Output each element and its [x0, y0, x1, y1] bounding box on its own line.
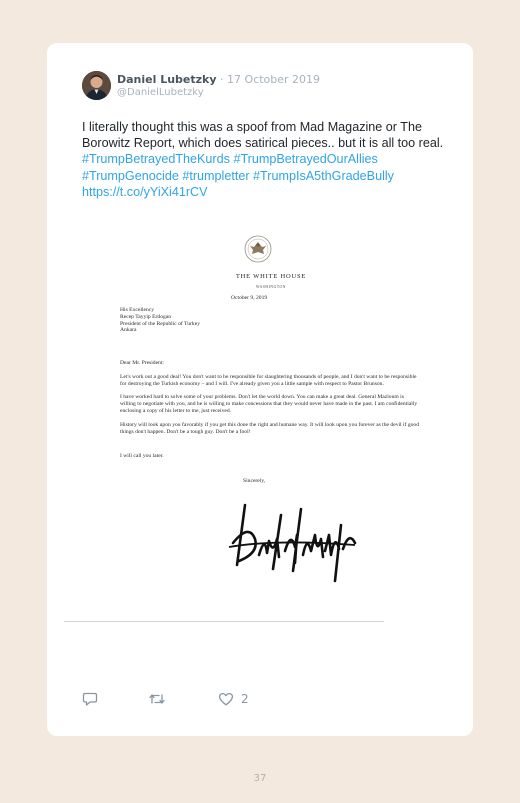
letter-salutation: Dear Mr. President: — [120, 360, 164, 366]
letter-date: October 9, 2019 — [231, 295, 268, 301]
address-line: His Excellency — [120, 307, 155, 313]
presidential-seal-icon — [244, 235, 272, 263]
like-count: 2 — [241, 692, 249, 706]
separator-dot: · — [220, 73, 224, 86]
tweet-body: I literally thought this was a spoof from Mad Magazine or The Borowitz Report, which does satirical pieces.. but it is all too real. — [82, 120, 444, 151]
tweet-text — [82, 119, 454, 200]
letter-paragraph: History will look upon you favorably if you get this done the right and humane way. It will look upon you forever as the devil if good things don't happen. Don't be a tough guy. Don't be a fool! — [120, 422, 420, 435]
letterhead-title: THE WHITE HOUSE — [235, 273, 307, 280]
letter-closing: Sincerely, — [243, 478, 266, 484]
like-button[interactable] — [218, 691, 234, 707]
heart-icon — [218, 691, 234, 707]
hashtag-link[interactable]: #TrumpBetrayedTheKurds — [82, 152, 230, 167]
author-name[interactable]: Daniel Lubetzky — [117, 73, 217, 86]
retweet-button[interactable] — [148, 691, 166, 707]
address-line: Recep Tayyip Erdogan — [120, 313, 172, 320]
tweet-url-link[interactable]: https://t.co/yYiXi41rCV — [82, 184, 208, 199]
tweet-date[interactable]: 17 October 2019 — [227, 73, 321, 86]
divider — [64, 621, 384, 622]
address-line: Ankara — [120, 327, 137, 334]
address-line: President of the Republic of Turkey — [120, 320, 201, 327]
tweet-card — [47, 43, 473, 736]
handwritten-signature — [215, 495, 365, 585]
author-line — [117, 73, 320, 86]
page-number: 37 — [253, 773, 267, 784]
letter-paragraph: Let's work out a good deal! You don't want to be responsible for slaughtering thousands of people, and I don't want to be responsible for destroying the Turkish economy – and I will. I've already given you a little sample with respect to Pastor Brunson. — [120, 374, 417, 387]
author-handle[interactable]: @DanielLubetzky — [117, 87, 204, 98]
letter-paragraph: I have worked hard to solve some of your problems. Don't let the world down. You can make a great deal. General Mazloum is willing to negotiate with you, and he is willing to make concessions that they would never have made in the past. I am confidentially enclosing a copy of his letter to me, just received. — [120, 394, 418, 414]
reply-button[interactable] — [82, 691, 98, 707]
hashtag-link[interactable]: #TrumpIsA5thGradeBully — [253, 168, 394, 183]
letter-paragraph: I will call you later. — [120, 453, 164, 459]
reply-icon — [82, 691, 98, 707]
hashtag-link[interactable]: #trumpletter — [182, 168, 250, 183]
retweet-icon — [148, 691, 166, 707]
hashtag-link[interactable]: #TrumpGenocide — [82, 168, 179, 183]
avatar[interactable] — [82, 71, 111, 100]
hashtag-link[interactable]: #TrumpBetrayedOurAllies — [233, 152, 378, 167]
letterhead-subtitle: WASHINGTON — [256, 285, 286, 289]
letter-address — [120, 307, 320, 334]
attached-letter-image[interactable] — [110, 229, 432, 659]
